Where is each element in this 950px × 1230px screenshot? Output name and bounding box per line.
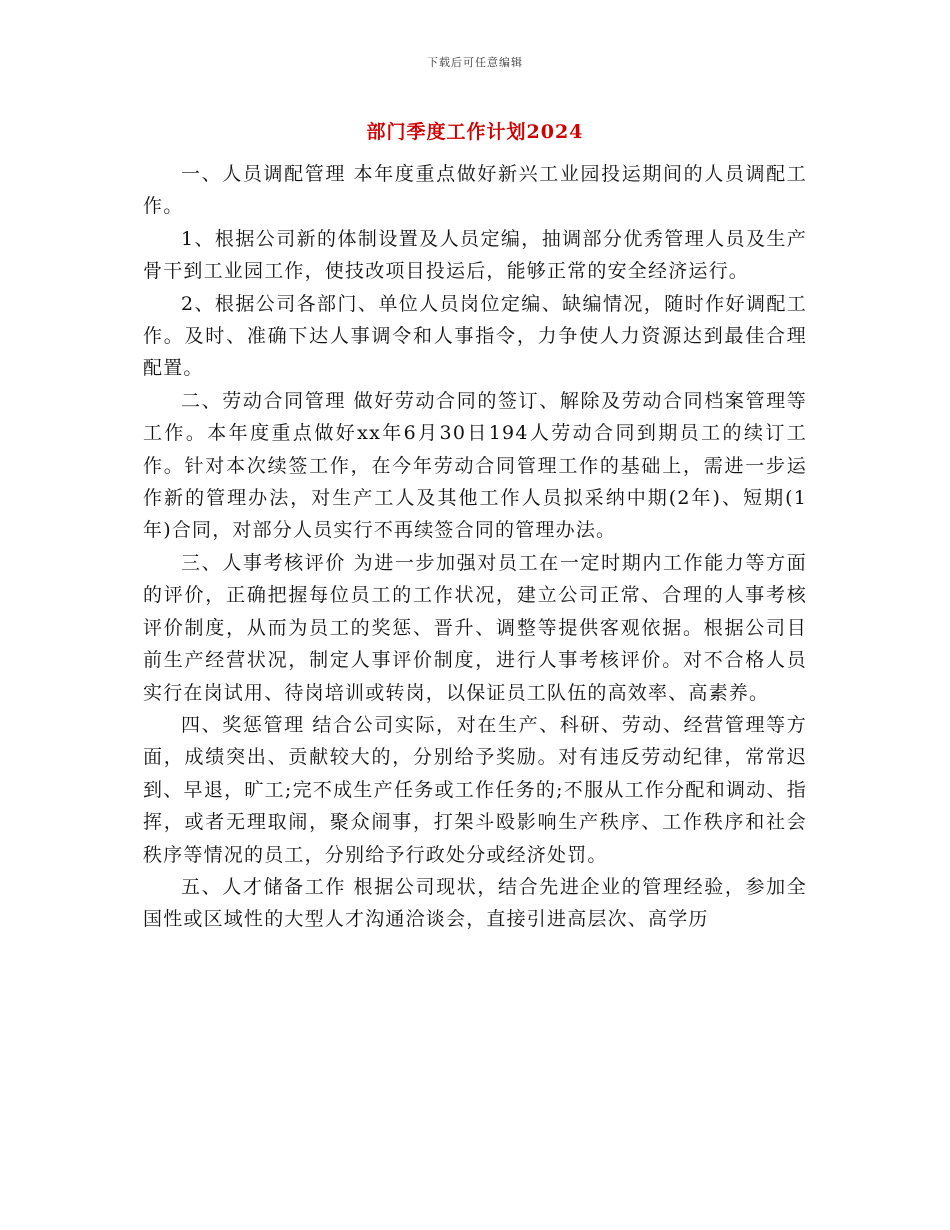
paragraph-labor-contract: 二、劳动合同管理 做好劳动合同的签订、解除及劳动合同档案管理等工作。本年度重点做好xx年6月30日194人劳动合同到期员工的续订工作。针对本次续签工作，在今年劳动合同管理工作的基础上，需进一步运作新的管理办法，对生产工人及其他工作人员拟采纳中期(2年)、短期(1年)合同，对部分人员实行不再续签合同的管理办法。 xyxy=(143,389,807,542)
paragraph-personnel-evaluation: 三、人事考核评价 为进一步加强对员工在一定时期内工作能力等方面的评价，正确把握每位员工的工作状况，建立公司正常、合理的人事考核评价制度，从而为员工的奖惩、晋升、调整等提供客观依据。根据公司目前生产经营状况，制定人事评价制度，进行人事考核评价。对不合格人员实行在岗试用、待岗培训或转岗，以保证员工队伍的高效率、高素养。 xyxy=(143,551,807,704)
document-body xyxy=(143,158,807,936)
paragraph-allocation-item-2: 2、根据公司各部门、单位人员岗位定编、缺编情况，随时作好调配工作。及时、准确下达人事调令和人事指令，力争使人力资源达到最佳合理配置。 xyxy=(143,292,807,380)
paragraph-talent-reserve: 五、人才储备工作 根据公司现状，结合先进企业的管理经验，参加全国性或区域性的大型人才沟通洽谈会，直接引进高层次、高学历 xyxy=(143,875,807,931)
header-note: 下载后可任意编辑 xyxy=(427,56,523,69)
document-title: 部门季度工作计划2024 xyxy=(366,121,584,143)
paragraph-allocation-item-1: 1、根据公司新的体制设置及人员定编，抽调部分优秀管理人员及生产骨干到工业园工作，使技改项目投运后，能够正常的安全经济运行。 xyxy=(143,227,807,283)
paragraph-rewards-penalties: 四、奖惩管理 结合公司实际，对在生产、科研、劳动、经营管理等方面，成绩突出、贡献较大的，分别给予奖励。对有违反劳动纪律，常常迟到、早退，旷工;完不成生产任务或工作任务的;不服从工作分配和调动、指挥，或者无理取闹，聚众闹事，打架斗殴影响生产秩序、工作秩序和社会秩序等情况的员工，分别给予行政处分或经济处罚。 xyxy=(143,713,807,866)
paragraph-personnel-allocation: 一、人员调配管理 本年度重点做好新兴工业园投运期间的人员调配工作。 xyxy=(143,163,807,218)
